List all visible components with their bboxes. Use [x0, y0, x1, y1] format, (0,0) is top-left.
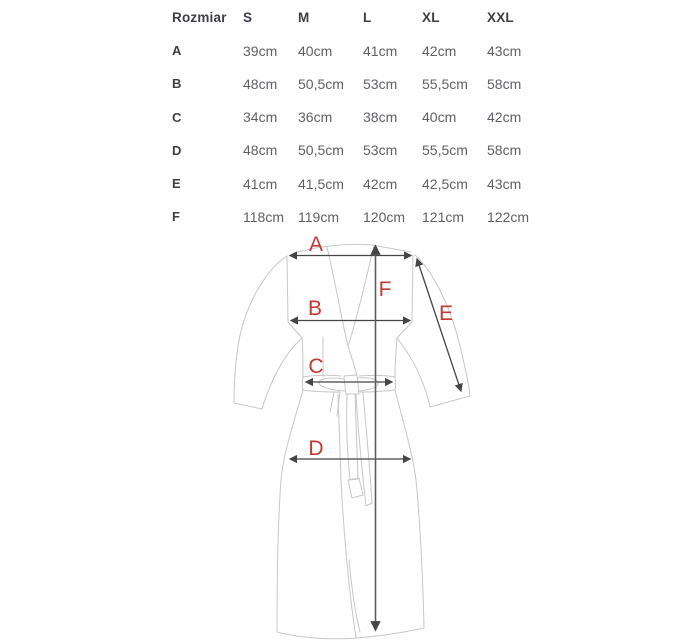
table-cell: 121cm [422, 208, 465, 225]
table-cell: 38cm [363, 109, 398, 126]
table-cell: 53cm [363, 142, 398, 159]
table-cell: 42cm [363, 175, 398, 192]
table-cell: 39cm [243, 42, 278, 59]
column-header-m: M [298, 10, 310, 26]
row-label-e: E [172, 176, 181, 192]
table-cell: 55,5cm [422, 142, 468, 159]
row-label-b: B [172, 76, 182, 92]
table-cell: 42,5cm [422, 175, 468, 192]
measure-label-e: E [438, 302, 453, 325]
measure-label-a: A [308, 233, 323, 256]
measure-label-f: F [378, 278, 392, 301]
table-cell: 50,5cm [298, 75, 344, 92]
column-header-rozmiar: Rozmiar [172, 10, 227, 26]
table-cell: 41cm [363, 42, 398, 59]
table-cell: 42cm [422, 42, 457, 59]
measure-label-d: D [308, 437, 324, 460]
measure-label-b: B [307, 297, 322, 320]
table-cell: 48cm [243, 142, 278, 159]
measure-label-c: C [308, 355, 324, 378]
table-cell: 43cm [487, 175, 522, 192]
table-cell: 58cm [487, 75, 522, 92]
table-cell: 58cm [487, 142, 522, 159]
table-cell: 55,5cm [422, 75, 468, 92]
table-cell: 50,5cm [298, 142, 344, 159]
row-label-a: A [172, 43, 182, 59]
table-cell: 41,5cm [298, 175, 344, 192]
table-cell: 118cm [243, 208, 284, 225]
table-cell: 42cm [487, 109, 522, 126]
table-cell: 119cm [298, 208, 339, 225]
table-cell: 41cm [243, 175, 278, 192]
table-cell: 48cm [243, 75, 278, 92]
table-cell: 40cm [298, 42, 333, 59]
table-cell: 43cm [487, 42, 522, 59]
row-label-d: D [172, 142, 182, 158]
column-header-l: L [363, 10, 372, 26]
table-cell: 122cm [487, 208, 530, 225]
column-header-s: S [243, 10, 253, 26]
table-cell: 40cm [422, 109, 457, 126]
row-label-c: C [172, 109, 182, 125]
table-cell: 53cm [363, 75, 398, 92]
table-cell: 120cm [363, 208, 406, 225]
row-label-f: F [172, 209, 180, 225]
table-cell: 34cm [243, 109, 278, 126]
column-header-xxl: XXL [487, 10, 514, 26]
table-cell: 36cm [298, 109, 333, 126]
column-header-xl: XL [422, 10, 440, 26]
